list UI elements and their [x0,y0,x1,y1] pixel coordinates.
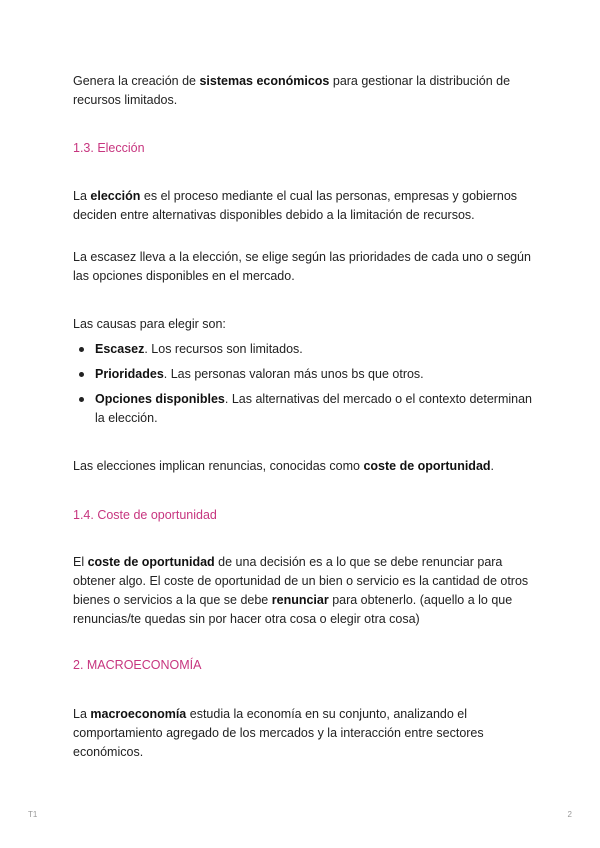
text-run: . Las alternativas del mercado o el contexto determinan la elección. [95,392,533,425]
text-run: La [73,707,91,721]
intro-paragraph [73,72,533,110]
text-run: de una decisión es a lo que se debe renunciar para obtener algo. El coste de oportunidad de un bien o servicio es la cantidad de otros bienes o servicios a la que se debe [73,555,529,607]
bold-term: coste de oportunidad [363,459,491,473]
text-run: para obtenerlo. (aquello a lo que renuncias/te quedas sin por hacer otra cosa o elegir otra cosa) [73,593,513,626]
bold-term: coste de oportunidad [87,555,215,569]
escasez-paragraph: La escasez lleva a la elección, se elige según las prioridades de cada uno o según las opciones disponibles en el mercado. [73,250,531,283]
list-item [73,365,533,384]
coste-oportunidad-paragraph [73,553,533,629]
causes-list [73,340,533,434]
footer-label: T1 [28,810,38,819]
text-run: . [490,459,495,473]
section-heading-coste-oportunidad: 1.4. Coste de oportunidad [73,508,217,522]
text-run: . Los recursos son limitados. [144,342,303,356]
section-heading-eleccion: 1.3. Elección [73,141,145,155]
bold-term: macroeconomía [90,707,187,721]
section-heading-macroeconomia: 2. MACROECONOMÍA [73,658,202,672]
bold-term: elección [90,189,141,203]
text-run: La [73,189,91,203]
eleccion-definition-paragraph [73,187,533,225]
bold-term: sistemas económicos [199,74,330,88]
renuncias-paragraph [73,457,533,476]
bold-term: Prioridades [95,367,164,381]
macroeconomia-paragraph [73,705,533,762]
bold-term: renunciar [271,593,329,607]
text-run: estudia la economía en su conjunto, analizando el comportamiento agregado de los mercados y la interacción entre sectores económicos. [73,707,484,759]
text-run: es el proceso mediante el cual las personas, empresas y gobiernos deciden entre alternativas disponibles debido a la limitación de recursos. [73,189,518,222]
list-item [73,340,533,359]
text-run: Genera la creación de [73,74,200,88]
bold-term: Opciones disponibles [95,392,225,406]
list-item [73,390,533,428]
text-run: Las elecciones implican renuncias, conocidas como [73,459,364,473]
text-run: para gestionar la distribución de recursos limitados. [73,74,511,107]
text-run: . Las personas valoran más unos bs que otros. [163,367,424,381]
causes-intro-paragraph: Las causas para elegir son: [73,317,226,331]
text-run: El [73,555,88,569]
page-number: 2 [567,810,572,819]
bold-term: Escasez [95,342,145,356]
